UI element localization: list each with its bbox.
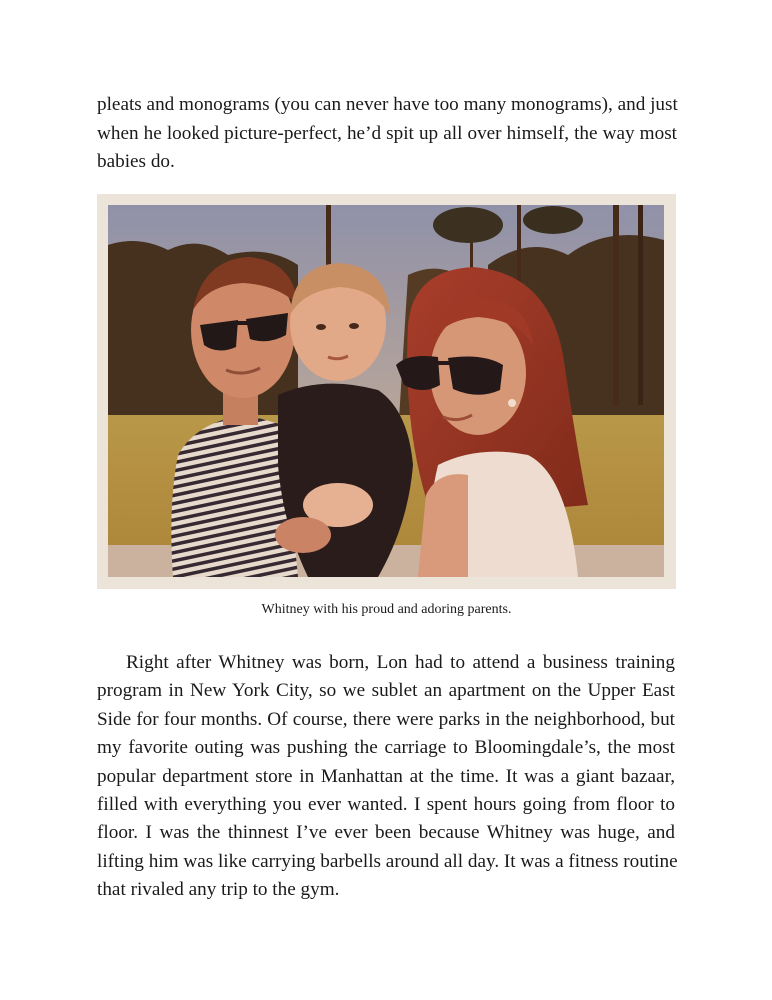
text-line: filled with everything you ever wanted. I spent hours going from floor to — [97, 794, 675, 816]
text-line: when he looked picture-perfect, he’d spit up all over himself, the way most — [97, 122, 677, 144]
text-line: Side for four months. Of course, there were parks in the neighborhood, but — [97, 708, 675, 730]
text-line: popular department store in Manhattan at the time. It was a giant bazaar, — [97, 765, 675, 787]
text-line: my favorite outing was pushing the carriage to Bloomingdale’s, the most — [97, 737, 675, 759]
text-line: program in New York City, so we sublet an apartment on the Upper East — [97, 680, 675, 702]
text-line: Right after Whitney was born, Lon had to attend a business training — [126, 652, 675, 673]
text-line: lifting him was like carrying barbells around all day. It was a fitness routine — [97, 850, 678, 872]
text-line: babies do. — [97, 151, 175, 173]
photo-caption: Whitney with his proud and adoring parents. — [261, 602, 512, 617]
text-line: floor. I was the thinnest I’ve ever been because Whitney was huge, and — [97, 822, 675, 844]
top-paragraph — [97, 91, 677, 177]
family-photo — [97, 194, 676, 589]
body-paragraph — [97, 649, 678, 905]
text-line: that rivaled any trip to the gym. — [97, 879, 340, 901]
family-photo-image — [108, 205, 664, 577]
text-line: pleats and monograms (you can never have too many monograms), and just — [97, 94, 678, 115]
